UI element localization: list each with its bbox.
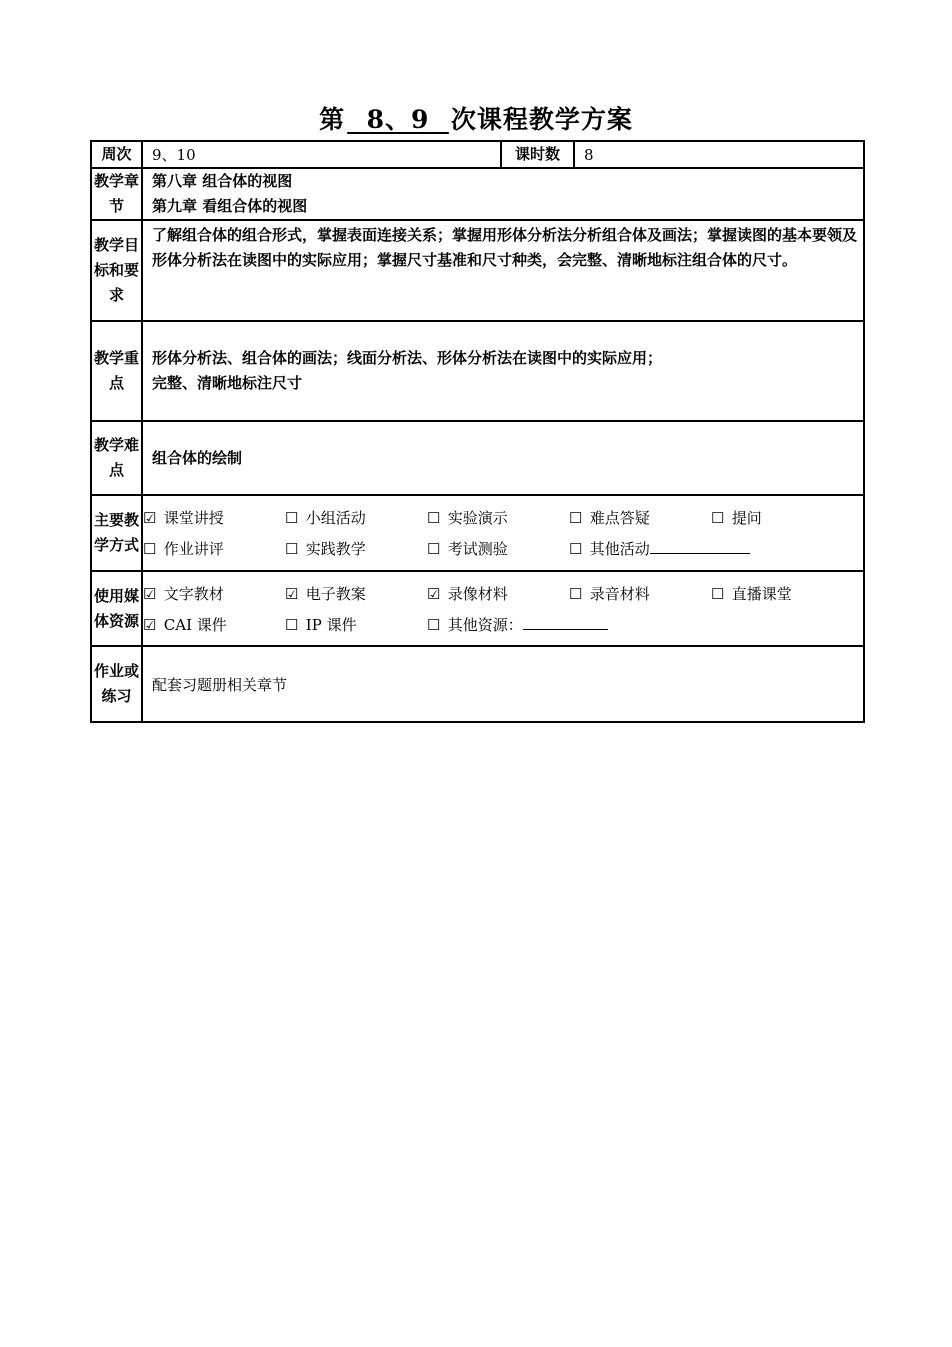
homework-row <box>91 646 864 722</box>
media-label: 使用媒体资源 <box>91 571 142 646</box>
checkbox-icon: ☐ <box>285 540 299 558</box>
media-cai[interactable]: ☑ CAI 课件 <box>143 615 227 634</box>
method-experiment-demo[interactable]: ☐ 实验演示 <box>427 509 508 527</box>
week-label: 周次 <box>91 141 142 168</box>
method-practice[interactable]: ☐ 实践教学 <box>285 540 366 558</box>
checkbox-icon: ☐ <box>569 584 583 603</box>
media-other[interactable]: ☐ 其他资源： <box>427 614 647 635</box>
method-other[interactable]: ☐ 其他活动 <box>569 538 769 559</box>
page-title <box>0 100 952 136</box>
objectives-label: 教学目标和要求 <box>91 220 142 321</box>
checkbox-icon: ☐ <box>285 509 299 527</box>
checked-box-icon: ☑ <box>427 584 441 603</box>
hours-label: 课时数 <box>501 141 574 168</box>
other-activity-blank[interactable] <box>650 539 750 554</box>
checkbox-icon: ☐ <box>285 615 299 634</box>
media-row <box>91 571 864 646</box>
difficulties-text: 组合体的绘制 <box>142 421 864 495</box>
checkbox-icon: ☐ <box>427 615 441 634</box>
methods-options <box>142 495 864 571</box>
method-group-activity[interactable]: ☐ 小组活动 <box>285 509 366 527</box>
media-ip[interactable]: ☐ IP 课件 <box>285 615 357 634</box>
week-row <box>91 141 864 168</box>
media-textbook[interactable]: ☑ 文字教材 <box>143 584 224 603</box>
title-suffix: 次课程教学方案 <box>450 105 633 134</box>
checked-box-icon: ☑ <box>143 615 157 634</box>
checkbox-icon: ☐ <box>569 509 583 527</box>
checkbox-icon: ☐ <box>427 509 441 527</box>
method-questioning[interactable]: ☐ 提问 <box>711 509 762 527</box>
title-prefix: 第 <box>319 105 346 134</box>
methods-row <box>91 495 864 571</box>
keypoints-value <box>142 321 864 421</box>
media-video[interactable]: ☑ 录像材料 <box>427 584 508 603</box>
hours-value: 8 <box>574 141 864 168</box>
keypoint-line: 形体分析法、组合体的画法；线面分析法、形体分析法在读图中的实际应用； <box>152 349 663 367</box>
week-value: 9、10 <box>142 141 501 168</box>
lesson-plan-table <box>90 140 865 723</box>
chapter-value <box>142 168 864 220</box>
chapter-label: 教学章节 <box>91 168 142 220</box>
checkbox-icon: ☐ <box>427 540 441 558</box>
method-homework-review[interactable]: ☐ 作业讲评 <box>143 540 224 558</box>
keypoints-row <box>91 321 864 421</box>
objectives-text: 了解组合体的组合形式，掌握表面连接关系；掌握用形体分析法分析组合体及画法；掌握读图的基本要领及形体分析法在读图中的实际应用；掌握尺寸基准和尺寸种类，会完整、清晰地标注组合体的尺寸。 <box>142 220 864 321</box>
keypoints-label: 教学重点 <box>91 321 142 421</box>
chapter-row <box>91 168 864 220</box>
media-options <box>142 571 864 646</box>
method-lecture[interactable]: ☑ 课堂讲授 <box>143 509 224 527</box>
other-resource-blank[interactable] <box>523 615 608 630</box>
method-exam[interactable]: ☐ 考试测验 <box>427 540 508 558</box>
difficulties-label: 教学难点 <box>91 421 142 495</box>
keypoint-line: 完整、清晰地标注尺寸 <box>152 374 303 392</box>
method-qa[interactable]: ☐ 难点答疑 <box>569 509 650 527</box>
lesson-number: 8、9 <box>366 105 430 134</box>
objectives-row <box>91 220 864 321</box>
methods-label: 主要教学方式 <box>91 495 142 571</box>
checkbox-icon: ☐ <box>143 540 157 558</box>
difficulties-row <box>91 421 864 495</box>
chapter-line: 第八章 组合体的视图 <box>152 172 293 190</box>
media-audio[interactable]: ☐ 录音材料 <box>569 584 650 603</box>
homework-label: 作业或练习 <box>91 646 142 722</box>
homework-text: 配套习题册相关章节 <box>142 646 864 722</box>
checkbox-icon: ☐ <box>711 509 725 527</box>
checked-box-icon: ☑ <box>285 584 299 603</box>
checked-box-icon: ☑ <box>143 584 157 603</box>
chapter-line: 第九章 看组合体的视图 <box>152 197 308 215</box>
checkbox-icon: ☐ <box>569 540 583 558</box>
checked-box-icon: ☑ <box>143 509 157 527</box>
media-e-lesson-plan[interactable]: ☑ 电子教案 <box>285 584 366 603</box>
media-live-class[interactable]: ☐ 直播课堂 <box>711 584 792 603</box>
checkbox-icon: ☐ <box>711 584 725 603</box>
